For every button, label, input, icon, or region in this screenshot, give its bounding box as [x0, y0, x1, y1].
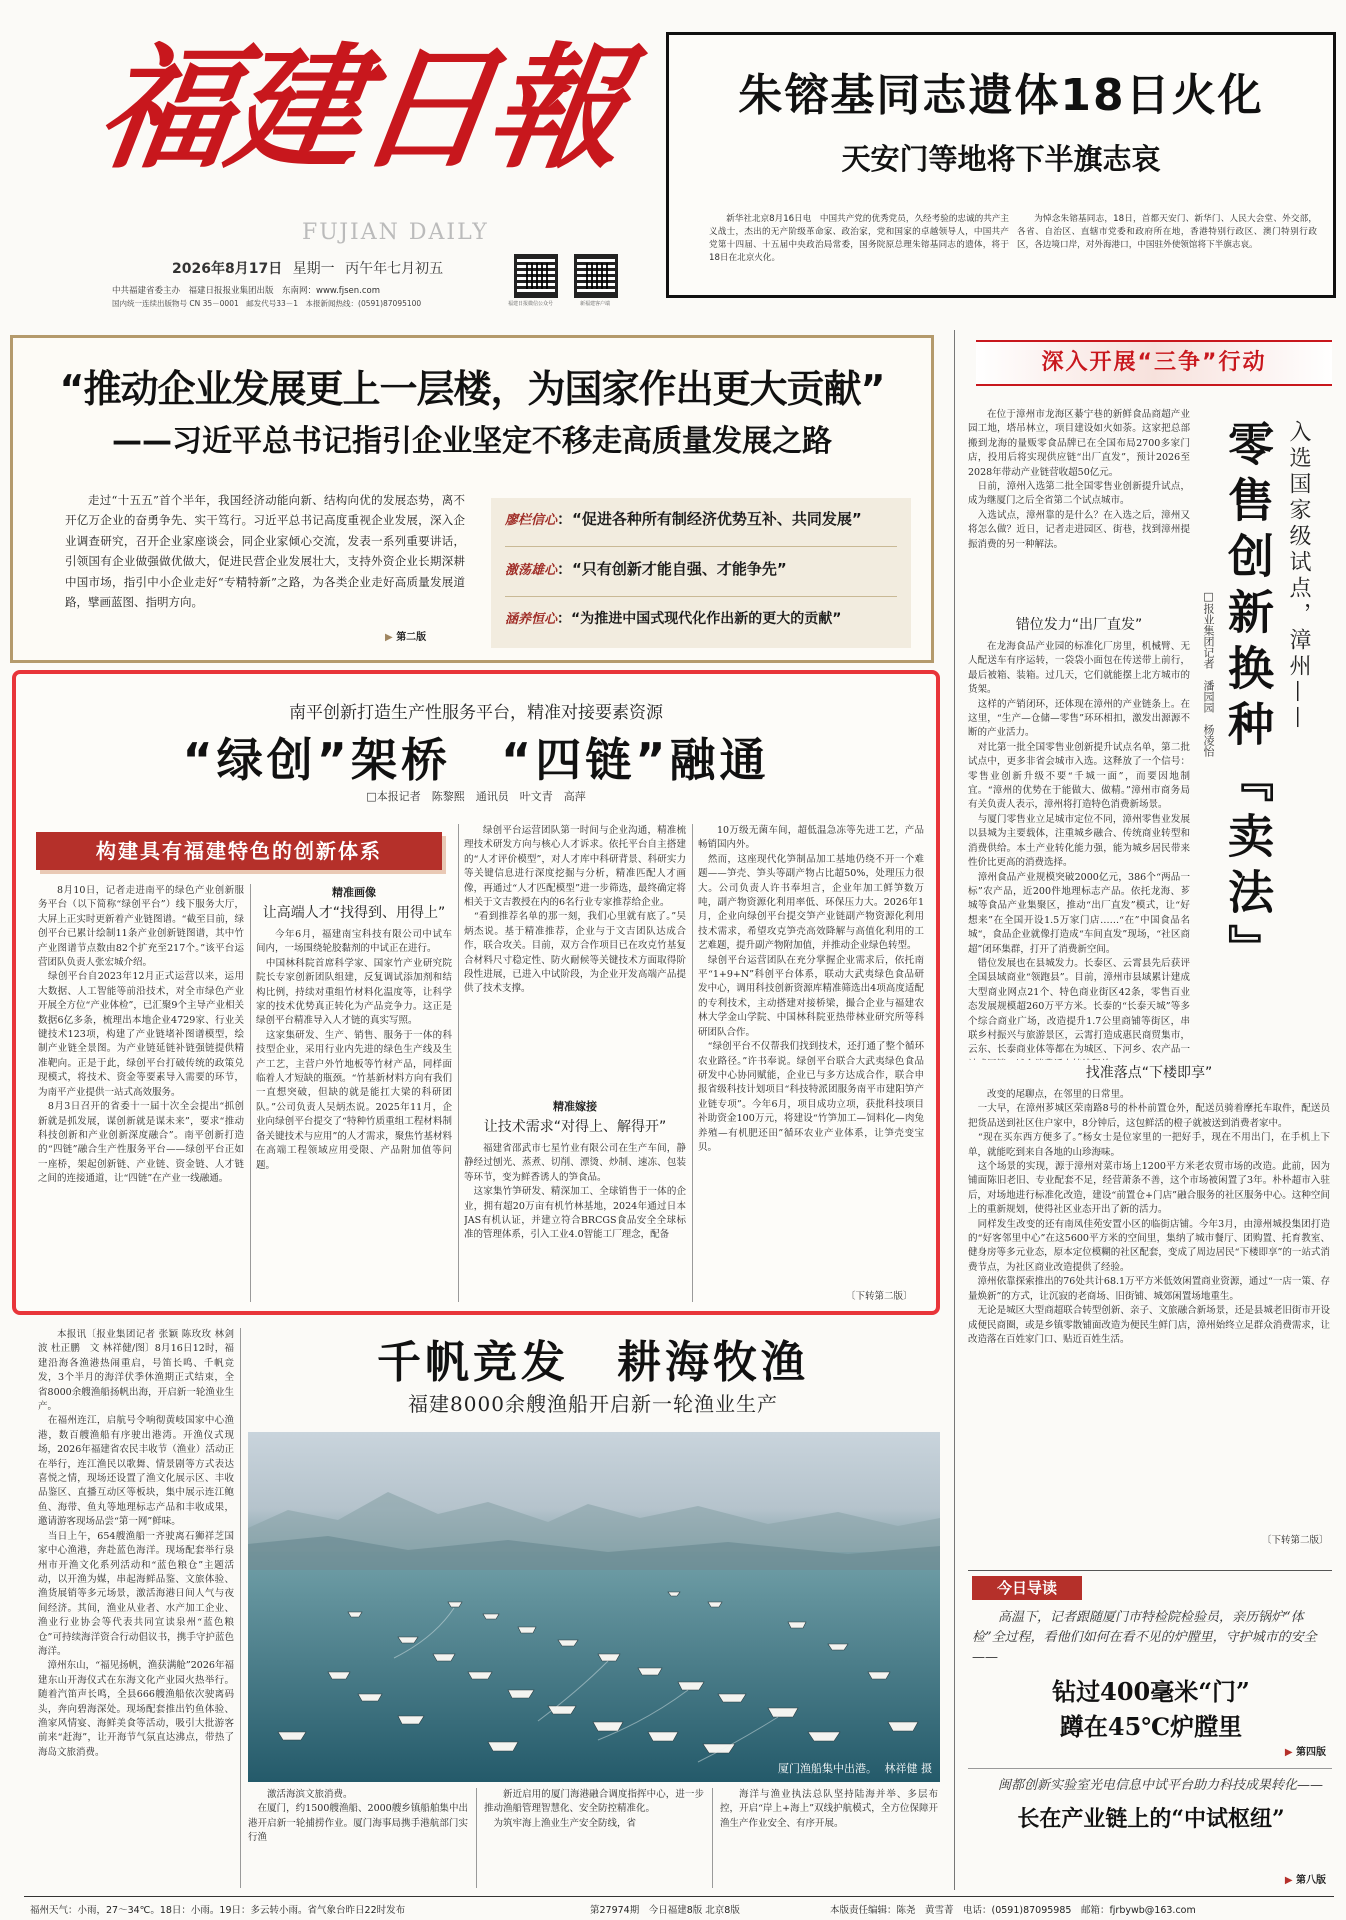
green-col2-subhead: 精准画像: [332, 886, 376, 899]
quote-tag: 廖栏信心: [505, 513, 558, 528]
retail-body-1: 在龙海食品产业园的标准化厂房里，机械臂、无人配送车有序运转，一袋袋小面包在传送带上前行，最后被箱、装箱。过几天，它们就能摆上北方城市的货架。 这样的产销闭环，还体现在漳州的产业链条上。在这里，“生产—仓储—零售”环环相扣，激发出源源不断的产业活力。 对比第一批全国零售业创新提升试点名单，第二批试点中，更多非省会城市入选。这释放了一个信号：零售业创新升级不要“千城一面”，而要因地制宜。“漳州的优势在于能做大、做精。”漳州市商务局有关负责人表示，漳州将打造特色消费新场景。 与厦门零售业立足城市定位不同，漳州零售业发展以县城为主要载体，注重城乡融合、传统商业转型和消费供给。本土产业转化能力强，能为城乡居民带来性价比更高的消费选择。 漳州食品产业规模突破2000亿元，386个“两品一标”农产品，近200件地理标志产品。依托龙海、芗城等食品产业集聚区，推动“出厂直发”模式，让“好想来”在全国开设1.5万家门店……“在”中国食品名城“，食品企业就像打造成“车间直发”现场，“社区商超”闭环集群，打开了消费新空间。 错位发展也在县城发力。长泰区、云霄县先后获评全国县域商业“领跑县”。目前，漳州市县域累计建成大型商业网点21个、特色商业街区42条，零售百业态发展规模超260万平方米。长泰的“长泰天城”等多个综合商业广场，改造提升1.7公里商铺等街区，串联乡村振兴与旅游景区，云霄打造成惠民商贸集市，云东、长泰商业体等都在为城区、下河乡、农产品一: [968, 641, 1190, 1056]
photo-credit: 林祥健 摄: [884, 1762, 932, 1775]
masthead-english: FUJIAN DAILY: [302, 220, 489, 245]
guide-2[interactable]: [972, 1776, 1330, 1886]
photo-caption-text: 厦门渔船集中出港。: [778, 1762, 877, 1775]
col-divider: [240, 1328, 241, 1888]
app-qr-code: [574, 254, 618, 298]
footer-editors: 本版责任编辑：陈尧 黄雪菁 电话：(0591)87095985 邮箱：fjrbywb@163.com: [830, 1905, 1196, 1916]
lead-subhead: ——习近平总书记指引企业坚定不移走高质量发展之路: [112, 424, 832, 459]
quote-text: ：“促进各种所有制经济优势互补、共同发展”: [557, 510, 862, 528]
guide-1-text: 高温下，记者跟随厦门市特检院检验员，亲历锅炉“体检”全过程，看他们如何在看不见的炉膛里，守护城市的安全——: [972, 1610, 1317, 1665]
green-col3b: 福建省邵武市七星竹业有限公司在生产车间，静静经过刨光、蒸煮、切削、漂烫、炒制、速冻、包装等环节，变为鲜香诱人的笋食品。 这家集竹笋研发、精深加工、全球销售于一体的企业，拥有超20万亩有机竹林基地，2024年通过日本JAS有机认证，并建立符合BRCGS食品安全全球标准的管理体系，引入工业4.0智能工厂理念，配备: [464, 1143, 686, 1241]
arrow-icon: ▶: [1284, 1875, 1293, 1886]
retail-subhead-1: 错位发力“出厂直发”: [1015, 617, 1143, 633]
green-headline[interactable]: “绿创”架桥 “四链”融通: [182, 733, 770, 787]
masthead: [40, 18, 640, 308]
top-story-col1: 新华社北京8月16日电 中国共产党的优秀党员，久经考验的忠诚的共产主义战士，杰出的无产阶级革命家、政治家，党和国家的卓越领导人，中国共产党第十四届、十五届中央政治局常委，国务院原总理朱镕基同志的遗体，将于18日在北京火化。: [709, 214, 1009, 263]
guide-tag-label: 今日导读: [996, 1579, 1057, 1597]
weekday-text: 星期一: [292, 261, 335, 277]
lead-page-ref-label: 第二版: [396, 632, 427, 643]
quote-divider: [505, 546, 897, 547]
fishing-bottom-col2: 新近启用的厦门海港融合调度指挥中心，进一步推动渔船管理智慧化、安全防控精准化。 为筑牢海上渔业生产安全防线，省: [484, 1789, 704, 1829]
retail-body-2: 改变的尾聊点，在邻里的日常里。 一大早，在漳州芗城区荣南路8号的朴朴前置仓外，配送员骑着摩托车取件，配送员把货品送到社区住户家中，8分钟后，这包鲜活的橙子就被送到消费者家中。 “现在买东西方便多了。”杨女士是位家里的一把好手，现在不用出门，在手机上下单，就能吃到来自各地的山珍海味。 这个场景的实现，源于漳州对菜市场上1200平方米老农贸市场的改造。此前，因为铺面陈旧老旧、专业配套不足，经营萧条不善，这个市场被闲置了3年。朴朴超市入驻后，对场地进行标准化改造，建设“前置仓+门店”融合服务的社区服务中心。这种空间上的重新规划，使得社区业态开出了新的活力。 同样发生改变的还有南凤佳苑安置小区的临街店铺。今年3月，由漳州城投集团打造的“好客邻里中心”在这5600平方米的空间里，集纳了城市餐厅、团购置、托育教室、健身房等多元业态，原本定位模糊的社区配套，变成了周边居民“下楼即享”的一站式消费节点，为社区商业改造提供了经验。 漳州依靠探索推出的76处共计68.1万平方米低效闲置商业资源，通过“一店一策、存量焕新”的方式，让沉寂的老商场、旧街铺、城郊闲置场地重生。 无论是城区大型商超联合转型创新、亲子、文旅融合新场景，还是县城老旧街市开设成便民商圈，或是乡镇零散铺面改造为便民生鲜门店，漳州始终立足群众消费需求，让改造落在百姓家门口、贴近百姓生活。: [968, 1089, 1330, 1345]
retail-vertical-title[interactable]: 零售创新换种『卖法』: [1221, 420, 1275, 980]
lead-body: 走过“十五五”首个半年，我国经济动能向新、结构向优的发展态势，离不开亿万企业的奋勇争先、实干笃行。习近平总书记高度重视企业发展，深入企业调查研究，召开企业家座谈会，同企业家倾心交流，发表一系列重要讲话，引领国有企业做强做优做大，促进民营企业发展壮大，支持外资企业长期深耕中国市场，指引中小企业走好“专精特新”之路，为各类企业走好高质量发展道路，擘画蓝图、指明方向。: [65, 493, 465, 610]
photo-caption: [778, 1760, 932, 1776]
retail-vertical-kicker: 入选国家级试点，漳州——: [1286, 420, 1311, 732]
footer-issue: 第27974期 今日福建8版 北京8版: [590, 1905, 740, 1916]
guide-2-text: 闽都创新实验室光电信息中试平台助力科技成果转化——: [998, 1778, 1324, 1793]
green-col4: 10万级无菌车间，超低温急冻等先进工艺，产品畅销国内外。 然而，这座现代化笋制品加工基地仍绕不开一个难题——笋壳、笋头等副产物占比超50%，处理压力很大。公司负责人许书奉坦言，企业年加工鲜笋数万吨，副产物资源化利用率低、环保压力大。2026年1月，企业向绿创平台提交笋产业链副产物资源化利用技术需求，希望攻克笋壳高效降解与高值化利用的工艺难题，提升副产物附加值，并推动企业绿色转型。 绿创平台运营团队在充分掌握企业需求后，依托南平“1+9+N”科创平台体系，联动大武夷绿色食品研发中心，调用科技创新资源库精准筛选出4项高度适配的专利技术，主动搭建对接桥梁，撮合企业与福建农林大学金山学院、中国林科院亚热带林业研究所等科研团队合作。 “绿创平台不仅帮我们找到技术，还打通了整个循环农业路径。”许书奉说。绿创平台联合大武夷绿色食品研发中心协同赋能，企业已与多方达成合作，联合申报省级科技计划项目“科技特派团服务南平市建阳笋产业链专项”。今年6月，项目成功立项，获批科技项目补助资金100万元，将建设“竹笋加工—饲料化—肉兔养殖—有机肥还田”循环农业产业体系，让笋壳变宝贝。: [698, 825, 924, 1153]
quote-item[interactable]: [505, 608, 841, 628]
guide-tag: [972, 1576, 1082, 1600]
fishing-subhead: 福建8000余艘渔船开启新一轮渔业生产: [408, 1392, 778, 1416]
arrow-icon: ▶: [385, 632, 393, 643]
qr-caption-wechat: 福建日报微信公众号: [508, 301, 554, 307]
lead-headline[interactable]: “推动企业发展更上一层楼，为国家作出更大贡献”: [59, 367, 885, 411]
campaign-banner: [976, 340, 1332, 386]
quote-item[interactable]: [505, 558, 787, 579]
fishing-fleet-photo: [248, 1432, 940, 1782]
green-byline: □本报记者 陈黎熙 通讯员 叶文青 高萍: [366, 790, 586, 803]
top-story-col2: 为悼念朱镕基同志，18日，首都天安门、新华门、人民大会堂、外交部，各省、自治区、直辖市党委和政府所在地，香港特别行政区、澳门特别行政区，各边境口岸，对外海港口，中国驻外使领馆将下半旗志哀。: [1017, 214, 1317, 250]
footer-weather: 福州天气：小雨，27～34℃。18日：小雨。19日：多云转小雨。省气象台昨日22时发布: [30, 1905, 406, 1916]
col-divider: [458, 824, 459, 1302]
green-banner-label: 构建具有福建特色的创新体系: [96, 839, 382, 863]
wechat-qr-code: [514, 254, 558, 298]
publisher-line: 中共福建省委主办 福建日报报业集团出版 东南网：www.fjsen.com: [112, 286, 381, 296]
campaign-title[interactable]: 深入开展“三争”行动: [1041, 350, 1267, 375]
fishing-headline[interactable]: 千帆竞发 耕海牧渔: [377, 1337, 809, 1388]
green-col2-subhead-b: 让高端人才“找得到、用得上”: [262, 905, 446, 921]
lead-quotes-panel: [491, 498, 911, 648]
photo-scene: [248, 1432, 940, 1782]
guide-1[interactable]: [972, 1608, 1330, 1758]
date-text: 2026年8月17日: [172, 261, 283, 277]
green-kicker: 南平创新打造生产性服务平台，精准对接要素资源: [289, 703, 663, 723]
col-divider: [250, 884, 251, 1302]
guide-2-page: [1285, 1871, 1326, 1886]
green-platform-article: [12, 670, 940, 1315]
lunar-text: 丙午年七月初五: [345, 261, 444, 277]
guide-1-page-label: 第四版: [1296, 1747, 1326, 1758]
guide-1-title-a: 钻过400毫米“门”: [1052, 1677, 1250, 1706]
quote-text: ：“为推进中国式现代化作出新的更大的贡献”: [557, 611, 842, 627]
quote-divider: [505, 596, 897, 597]
arrow-icon: ▶: [1284, 1747, 1293, 1758]
quote-tag: 涵养恒心: [505, 612, 558, 627]
retail-continued[interactable]: 〔下转第二版〕: [1262, 1535, 1329, 1546]
fishing-bottom-col3: 海洋与渔业执法总队坚持陆海并举、多层布控，开启“岸上+海上”双线护航模式，全方位保障开渔生产作业安全、有序开展。: [720, 1789, 938, 1829]
guide-1-title-b: 蹲在45℃炉膛里: [1059, 1712, 1243, 1741]
guide-divider: [968, 1570, 1332, 1571]
guide-2-page-label: 第八版: [1296, 1875, 1326, 1886]
retail-subhead-2: 找准落点“下楼即享”: [1085, 1065, 1213, 1081]
fishing-left-col: 本报讯〔报业集团记者 张颖 陈玫玫 林剑波 杜正鹏 文 林祥健/图〕8月16日12时，福建沿海各渔港热闹重启，号笛长鸣、千帆竞发，3个半月的海洋伏季休渔期正式结束，全省8000余艘渔船扬帆出海，开启新一轮渔业生产。 在福州连江，启航号令响彻黄岐国家中心渔港，数百艘渔船有序驶出港湾。开渔仪式现场，2026年福建省农民丰收节（渔业）活动正在举行，连江渔民以歌舞、情景剧等方式表达喜悦之情，现场还设置了渔文化展示区、丰收品鉴区、直播互动区等板块，集中展示连江鲍鱼、海带、鱼丸等地理标志产品和丰收成果，邀请游客现场品尝“第一网”鲜味。 当日上午，654艘渔船一齐驶离石狮祥芝国家中心渔港，奔赴蓝色海洋。现场配套举行泉州市开渔文化系列活动和“蓝色粮仓”主题活动，以开渔为媒，串起海鲜品鉴、文旅体验、渔货展销等多元场景，激活海港日间人气与夜间经济。其间，渔业从业者、水产加工企业、渔业行业协会等代表共同宣读泉州“蓝色粮仓”可持续海洋资合行动倡议书，携手守护蓝色海洋。 漳州东山，“福见扬帆，渔获满舱”2026年福建东山开海仪式在东海文化产业园火热举行。随着汽笛声长鸣，全县666艘渔船依次驶离码头，奔向碧海深处。现场配套推出钓鱼体验、渔家风情宴、海鲜美食等活动，吸引大批游客前来“赶海”，让开海节气氛直达沸点，带热了海岛文旅消费。: [38, 1329, 234, 1758]
issn-line: 国内统一连续出版物号 CN 35－0001 邮发代号33－1 本报新闻热线：(0591)87095100: [112, 299, 422, 308]
guide-divider: [968, 1768, 1332, 1769]
retail-vertical-byline: □报业集团记者 潘园园 杨凌怡: [1202, 590, 1215, 757]
green-continued[interactable]: 〔下转第二版〕: [846, 1291, 913, 1302]
retail-intro: 在位于漳州市龙海区綦宁巷的新鲜食品商超产业园工地，塔吊林立，项目建设如火如荼。这家把总部搬到龙海的量贩零食品牌已在全国布局2700多家门店，投用后将实现供应链“出厂直发”，预计2026至2028年带动产业链营收超50亿元。 日前，漳州入选第二批全国零售业创新提升试点，成为继厦门之后全省第二个试点城市。 入选试点，漳州靠的是什么？在入选之后，漳州又将怎么做？近日，记者走进园区、街巷，找到漳州提振消费的另一种解法。: [968, 409, 1190, 550]
footer-rule: [24, 1896, 1334, 1897]
col-divider: [476, 1788, 477, 1888]
green-col3-subhead: 精准嫁接: [553, 1100, 597, 1113]
top-story-headline[interactable]: 朱镕基同志遗体18日火化: [738, 70, 1264, 121]
quote-item[interactable]: [505, 508, 862, 529]
green-col2: 今年6月，福建南宝科技有限公司中试车间内，一场围绕轮胶黏剂的中试正在进行。 中国林科院首席科学家、国家竹产业研究院院长专家创新团队组建，反复调试添加剂和结构比例，持续对重组竹材料化温度等，让科学家的技术优势真正转化为产品竞争力。这正是绿创平台精准导入人才链的真实写照。 这家集研发、生产、销售、服务于一体的科技型企业，采用行业内先进的绿色生产线及生产工艺，主营户外竹地板等竹材产品，同样面临着人才短缺的瓶颈。“竹基新材料方向有我们一直想突破，但缺的就是能扛大梁的科研团队。”公司负责人吴炳杰说。2025年11月，企业向绿创平台提交了“特种竹质重组工程材料制备关键技术与应用”的人才需求，聚焦竹基材料在高端工程领域应用受限、产品附加值等问题。: [256, 929, 452, 1171]
lead-story-box: [10, 335, 934, 663]
right-column-divider: [954, 330, 955, 1890]
guide-1-page: [1285, 1743, 1326, 1758]
top-story-subhead: 天安门等地将下半旗志哀: [841, 142, 1161, 176]
newspaper-logo: 福建日報: [88, 29, 632, 187]
green-section-banner: [36, 832, 442, 870]
qr-caption-app: 新福建客户端: [580, 301, 611, 307]
top-story-box: [666, 32, 1336, 298]
guide-2-title: 长在产业链上的“中试枢纽”: [1017, 1806, 1285, 1832]
green-col3-subhead-b: 让技术需求“对得上、解得开”: [483, 1119, 667, 1135]
issue-date: [172, 258, 443, 278]
green-col1: 8月10日，记者走进南平的绿色产业创新服务平台（以下简称“绿创平台”）线下服务大厅，大屏上正实时更新着产业链图谱。“截至目前，绿创平台已累计绘制11条产业创新链图谱，其中竹产业图谱节点数由82个扩充至217个。”该平台运营团队负责人张宏城介绍。 绿创平台自2023年12月正式运营以来，运用大数据、人工智能等前沿技术，对全市绿色产业开展全方位“产业体检”，已汇聚9个主导产业相关数据6亿多条，梳理出本地企业4729家、行业关键技术123项，构建了产业链堵补图谱模型，绘制产业链全景图。为产业链延链补链强链提供精准靶向。正是于此，绿创平台打破传统的政策兑现模式，将技术、资金等要素导入需要的环节，为南平产业提供一站式高效服务。 8月3日召开的省委十一届十次全会提出“抓创新就是抓发展，谋创新就是谋未来”，要求“推动科技创新和产业创新深度融合”。南平创新打造的“四链”融合生产性服务平台——绿创平台正如一座桥，架起创新链、产业链、资金链、人才链之间的连接通道，让“四链”在产业一线融通。: [38, 885, 244, 1185]
footer: [30, 1900, 1330, 1918]
green-col3a: 绿创平台运营团队第一时间与企业沟通，精准梳理技术研发方向与核心人才诉求。依托平台自主搭建的“人才评价模型”，对人才库中科研背景、科研实力等关键信息进行深度挖掘与分析，精准匹配人才画像，再通过“人才匹配模型”进一步筛选，最终确定将相关于文吉教授在内的6名行业专家推荐给企业。 “看到推荐名单的那一刻，我们心里就有底了。”吴炳杰说。基于精准推荐，企业与于文吉团队达成合作，联合攻关。目前，双方合作项目已在攻克竹基复合材料尺寸稳定性、防火耐候等关键技术方面取得阶段性进展，已进入中试阶段，为企业开发高端产品提供了技术支撑。: [464, 825, 686, 995]
fishing-bottom-col1: 激活海滨文旅消费。 在厦门，约1500艘渔船、2000艘乡镇船舶集中出港开启新一轮捕捞作业。厦门海事局携手港航部门实行渔: [248, 1789, 468, 1844]
col-divider: [712, 1788, 713, 1888]
col-divider: [692, 824, 693, 1302]
quote-tag: 激荡雄心: [505, 563, 558, 578]
lead-page-ref: [385, 628, 426, 643]
quote-text: ：“只有创新才能自强、才能争先”: [557, 560, 787, 578]
